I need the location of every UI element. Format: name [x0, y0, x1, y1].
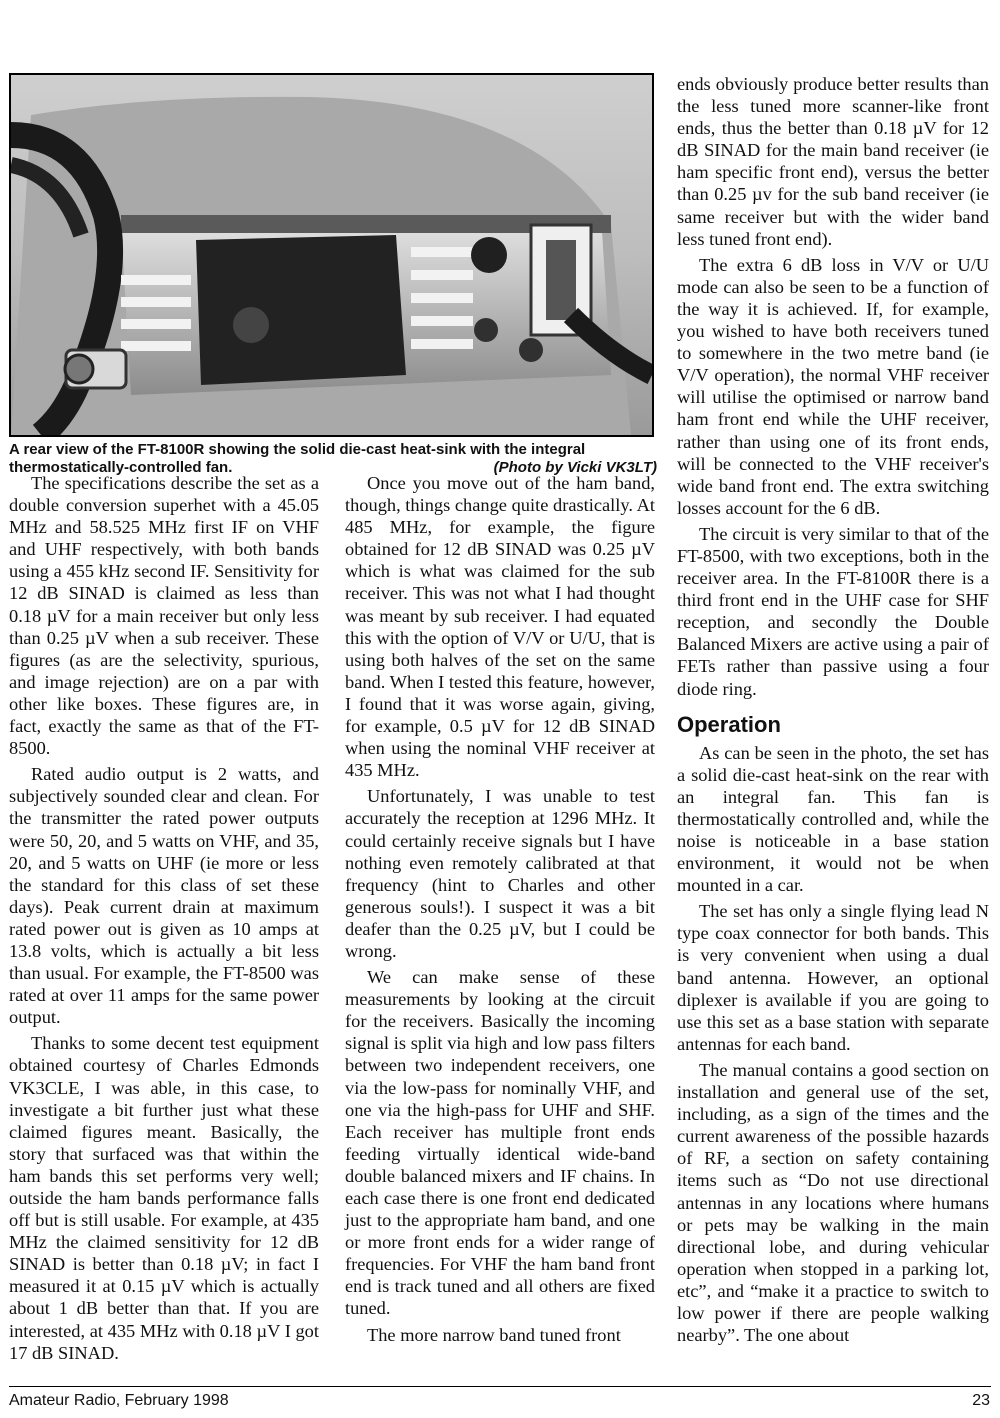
paragraph: The circuit is very similar to that of the FT-8500, with two exceptions, both in the receiver area. In the FT-8100R there is a third front end in the UHF case for SHF reception, and secondly the Double Balanced Mixers are active using a pair of FETs rather than passive using a four diode ring.: [677, 523, 989, 699]
caption-text: A rear view of the FT-8100R showing the solid die-cast heat-sink with the integral thermostatically-controlled fan.: [9, 441, 586, 476]
article-column-2: [345, 472, 655, 1350]
paragraph: The more narrow band tuned front: [367, 1324, 621, 1345]
photo-credit: (Photo by Vicki VK3LT): [493, 459, 657, 476]
paragraph: The manual contains a good section on installation and general use of the set, including, as a sign of the times and the current awareness of the possible hazards of RF, a section on safety containing items such as “Do not use directional antennas in any locations where humans or pets may be walking in the main directional lobe, and during vehicular operation when stopped in a parking lot, etc”, and “make it a practice to switch to low power if there are people walking nearby”. The one about: [677, 1059, 989, 1346]
article-column-1: [9, 472, 319, 1368]
paragraph: The extra 6 dB loss in V/V or U/U mode can also be seen to be a function of the way it is achieved. If, for example, you wished to have both receivers tuned to somewhere in the two metre band (ie V/V operation), the normal VHF receiver will utilise the optimised or narrow band ham front end while the UHF receiver, rather than using one of its front ends, will be connected to the VHF receiver's wide band front end. The extra switching losses account for the 6 dB.: [677, 254, 989, 518]
article-column-3: [677, 73, 989, 1350]
paragraph: As can be seen in the photo, the set has a solid die-cast heat-sink on the rear with an integral fan. This fan is thermostatically controlled and, while the noise is noticeable in a base station environment, it would not be when mounted in a car.: [677, 742, 989, 896]
footer-divider: [9, 1386, 991, 1387]
paragraph: Once you move out of the ham band, though, things change quite drastically. At 485 MHz, for example, the figure obtained for 12 dB SINAD was 0.25 µV which is what was claimed for the sub receiver. This was not what I had thought was meant by sub receiver. I had equated this with the option of V/V or U/U, that is using both halves of the set on the same band. When I tested this feature, however, I found that it was worse again, giving, for example, 0.5 µV for 12 dB SINAD when using the nominal VHF receiver at 435 MHz.: [345, 473, 655, 781]
paragraph: Rated audio output is 2 watts, and subjectively sounded clear and clean. For the transmitter the rated power outputs were 50, 20, and 5 watts on VHF, and 35, 20, and 5 watts on UHF (ie more or less the standard for this class of set these days). Peak current drain at maximum rated power out is given as 10 amps at 13.8 volts, which is actually a bit less than usual. For example, the FT-8500 was rated at over 11 amps for the same power output.: [9, 764, 319, 1028]
paragraph: We can make sense of these measurements by looking at the circuit for the receivers. Basically the incoming signal is split via high and low pass filters between two independent receivers, one via the low-pass for nominally VHF, and one via the high-pass for UHF and SHF. Each receiver has multiple front ends feeding virtually identical wide-band double balanced mixers and IF chains. In each case there is one front end dedicated just to the appropriate ham band, and one or more front ends for a wider range of frequencies. For VHF the ham band front end is track tuned and all others are fixed tuned.: [345, 967, 655, 1319]
page-number: 23: [972, 1392, 990, 1409]
rear-view-photo: [9, 73, 654, 437]
paragraph: Thanks to some decent test equipment obtained courtesy of Charles Edmonds VK3CLE, I was able, in this case, to investigate a bit further just what these claimed figures meant. Basically, the story that surfaced was that within the ham bands this set performs very well; outside the ham bands performance falls off but is still usable. For example, at 435 MHz the claimed sensitivity for 12 dB SINAD is better than 0.18 µV; in fact I measured it at 0.15 µV which is actually about 1 dB better than that. If you are interested, at 435 MHz with 0.18 µV I got 17 dB SINAD.: [9, 1033, 319, 1363]
paragraph: Unfortunately, I was unable to test accurately the reception at 1296 MHz. It could certainly receive signals but I have nothing even remotely calibrated at that frequency (hint to Charles and other generous souls!). I suspect it was a bit deafer than the 0.25 µV, but I could be wrong.: [345, 786, 655, 961]
footer-publication: Amateur Radio, February 1998: [9, 1392, 229, 1409]
paragraph: ends obviously produce better results than the less tuned more scanner-like front ends, thus the better than 0.18 µV for 12 dB SINAD for the main band receiver (ie ham specific front end), versus the better than 0.25 µv for the sub band receiver (ie same receiver but with the wider band less tuned front end).: [677, 74, 989, 249]
paragraph: The set has only a single flying lead N type coax connector for both bands. This is very convenient when using a dual band antenna. However, an optional diplexer is available if you are going to use this set as a base station with separate antennas for each band.: [677, 901, 989, 1054]
radio-rear-photo-illustration: [11, 75, 652, 435]
section-heading: Operation: [677, 711, 781, 737]
paragraph: The specifications describe the set as a double conversion superhet with a 45.05 MHz and 58.525 MHz first IF on VHF and UHF respectively, with both bands using a 455 kHz second IF. Sensitivity for 12 dB SINAD is claimed as less than 0.18 µV for a main receiver but only less than 0.25 µV when a sub receiver. These figures (as are the selectivity, spurious, and image rejection) are on a par with other like boxes. These figures are, in fact, exactly the same as that of the FT-8500.: [9, 473, 319, 759]
